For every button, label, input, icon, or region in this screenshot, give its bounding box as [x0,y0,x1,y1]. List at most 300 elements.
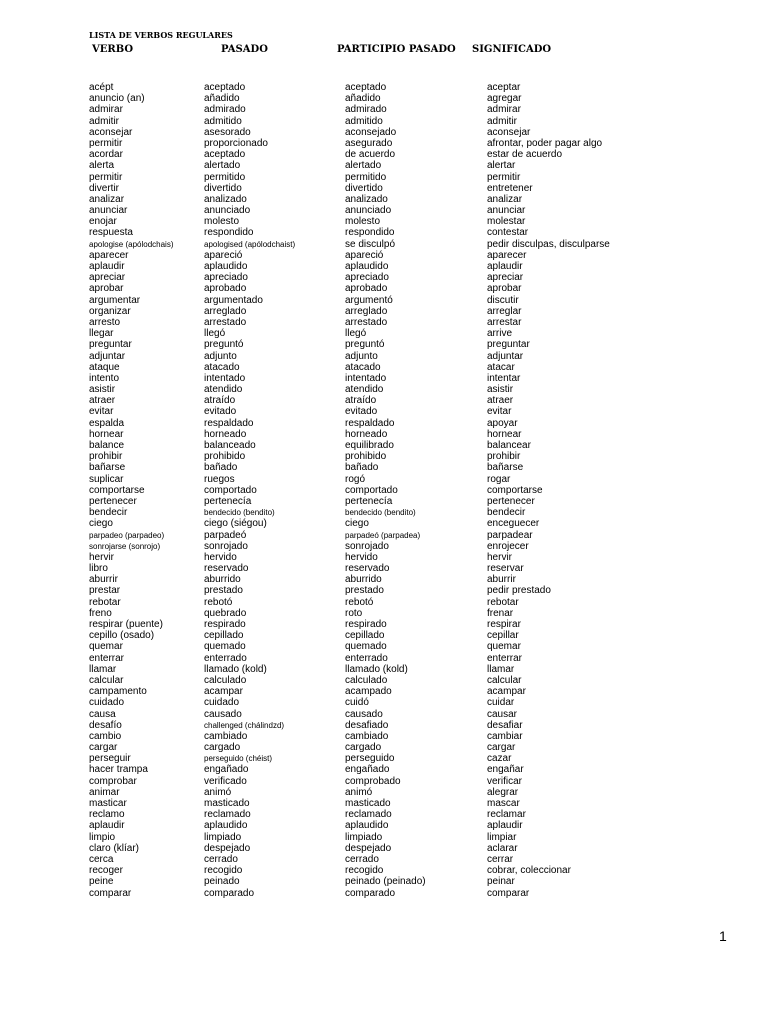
participio-cell: reclamado [345,809,392,821]
verbo-cell: hacer trampa [89,764,148,776]
verbo-cell: campamento [89,686,147,698]
participio-cell: calculado [345,674,388,686]
table-row [0,530,768,541]
header-significado: SIGNIFICADO [472,44,552,55]
verbo-cell: alerta [89,160,115,172]
verbo-cell: cuidado [89,697,125,709]
table-row [0,194,768,205]
pasado-cell: molesto [204,216,240,228]
significado-cell: parpadear [487,529,533,541]
verbo-cell: animar [89,786,120,798]
significado-cell: prohibir [487,451,521,463]
participio-cell: añadido [345,93,381,105]
significado-cell: agregar [487,93,522,105]
table-row [0,888,768,899]
table-row [0,485,768,496]
table-row [0,440,768,451]
pasado-cell: comportado [204,484,257,496]
significado-cell: llamar [487,663,515,675]
participio-cell: adjunto [345,350,378,362]
significado-cell: respirar [487,619,521,630]
verbo-cell: asistir [89,384,116,396]
verbo-cell: acépt [89,82,114,93]
verbo-cell: acordar [89,149,123,161]
verbo-cell: pertenecer [89,495,137,507]
significado-cell: acampar [487,686,526,698]
significado-cell: aconsejar [487,126,531,138]
pasado-cell: sonrojado [204,540,248,552]
significado-cell: verificar [487,775,523,787]
table-row [0,697,768,708]
significado-cell: cambiar [487,730,523,742]
table-row [0,104,768,115]
verbo-cell: freno [89,607,112,619]
pasado-cell: calculado [204,674,247,686]
pasado-cell: atraído [204,395,236,407]
table-row [0,205,768,216]
pasado-cell: admitido [204,115,242,127]
significado-cell: aburrir [487,574,516,586]
significado-cell: frenar [487,607,514,619]
pasado-cell: aplaudido [204,820,248,832]
participio-cell: respaldado [345,417,395,429]
participio-cell: horneado [345,428,388,440]
table-row [0,653,768,664]
pasado-cell: proporcionado [204,137,268,149]
pasado-cell: cepillado [204,630,244,642]
significado-cell: apoyar [487,417,518,429]
pasado-cell: animó [204,786,232,798]
significado-cell: hornear [487,428,522,440]
verbo-cell: prohibir [89,451,123,463]
pasado-cell: comparado [204,887,255,899]
table-row [0,764,768,775]
pasado-cell: ruegos [204,473,235,485]
significado-cell: bendecir [487,507,526,519]
pasado-cell: aceptado [204,149,246,161]
verbo-cell: arresto [89,316,121,328]
table-row [0,362,768,373]
participio-cell: permitido [345,171,387,183]
participio-cell: divertido [345,182,383,194]
verbo-cell: aconsejar [89,126,133,138]
significado-cell: atacar [487,361,515,373]
pasado-cell: prestado [204,585,243,597]
verbo-cell: causa [89,708,116,720]
header-pasado: PASADO [221,44,268,55]
participio-cell: apareció [345,249,384,261]
table-row [0,373,768,384]
participio-cell: engañado [345,764,390,776]
significado-cell: peinar [487,876,515,888]
verbo-cell: organizar [89,305,131,317]
verbo-cell: enterrar [89,652,125,664]
table-row [0,395,768,406]
participio-cell: de acuerdo [345,149,396,161]
table-row [0,250,768,261]
pasado-cell: quebrado [204,607,247,619]
verbo-cell: aplaudir [89,261,125,272]
table-row [0,798,768,809]
verbo-cell: rebotar [89,596,121,608]
pasado-cell: masticado [204,798,250,809]
pasado-cell: reclamado [204,809,251,821]
table-row [0,709,768,720]
pasado-cell: prohibido [204,451,246,463]
participio-cell: pertenecía [345,495,393,507]
pasado-cell: analizado [204,193,247,205]
significado-cell: alertar [487,160,516,172]
pasado-cell: bañado [204,462,238,474]
significado-cell: arrestar [487,316,522,328]
participio-cell: perseguido [345,753,395,765]
significado-cell: calcular [487,674,522,686]
significado-cell: cargar [487,742,516,754]
significado-cell: balancear [487,440,531,451]
participio-cell: cargado [345,742,382,754]
table-row [0,227,768,238]
table-row [0,552,768,563]
significado-cell: comportarse [487,484,543,496]
table-row [0,541,768,552]
participio-cell: anunciado [345,205,392,217]
participio-cell: animó [345,786,373,798]
verbo-cell: balance [89,440,125,451]
table-row [0,384,768,395]
participio-cell: aceptado [345,82,387,93]
pasado-cell: añadido [204,93,240,105]
participio-cell: comportado [345,484,398,496]
pasado-cell: quemado [204,641,246,653]
table-row [0,149,768,160]
table-row [0,418,768,429]
pasado-cell: aplaudido [204,261,248,272]
table-row [0,507,768,518]
significado-cell: apreciar [487,272,524,284]
pasado-cell: bendecido (bendito) [204,508,275,518]
verbo-cell: atraer [89,395,116,407]
pasado-cell: balanceado [204,440,256,451]
table-row [0,429,768,440]
verbo-cell: parpadeo (parpadeo) [89,530,165,540]
table-row [0,406,768,417]
significado-cell: cobrar, coleccionar [487,865,571,877]
participio-cell: respondido [345,227,395,239]
participio-cell: rebotó [345,596,374,608]
participio-cell: prohibido [345,451,387,463]
pasado-cell: respirado [204,619,246,630]
page-number: 1 [719,928,727,944]
significado-cell: aceptar [487,82,521,93]
table-row [0,597,768,608]
participio-cell: evitado [345,406,378,418]
verbo-cell: argumentar [89,294,141,306]
verbo-cell: masticar [89,798,127,809]
document-title: LISTA DE VERBOS REGULARES [89,30,233,40]
table-row [0,462,768,473]
significado-cell: enterrar [487,652,523,664]
pasado-cell: apareció [204,249,243,261]
verbo-cell: aplaudir [89,820,125,832]
participio-cell: aconsejado [345,126,397,138]
participio-cell: atraído [345,395,377,407]
verbo-cell: sonrojarse (sonrojo) [89,541,161,551]
significado-cell: aplaudir [487,820,523,832]
pasado-cell: peinado [204,876,240,888]
pasado-cell: aprobado [204,283,247,295]
verbo-cell: peine [89,876,114,888]
significado-cell: afrontar, poder pagar algo [487,137,603,149]
participio-cell: reservado [345,563,390,575]
pasado-cell: despejado [204,842,251,854]
participio-cell: enterrado [345,652,388,664]
verbo-cell: llegar [89,328,114,340]
participio-cell: quemado [345,641,387,653]
verbo-cell: suplicar [89,473,124,485]
pasado-cell: aburrido [204,574,241,586]
verbo-cell: ciego [89,518,113,530]
significado-cell: cuidar [487,697,515,709]
table-row [0,261,768,272]
table-row [0,306,768,317]
participio-cell: respirado [345,619,387,630]
participio-cell: aburrido [345,574,382,586]
table-row [0,731,768,742]
pasado-cell: respondido [204,227,254,239]
participio-cell: comprobado [345,775,401,787]
significado-cell: rebotar [487,596,519,608]
significado-cell: adjuntar [487,350,524,362]
pasado-cell: aceptado [204,82,246,93]
participio-cell: parpadeó (parpadea) [345,530,421,540]
table-row [0,496,768,507]
participio-cell: atendido [345,384,384,396]
significado-cell: cerrar [487,853,514,865]
verbo-cell: adjuntar [89,350,126,362]
pasado-cell: pertenecía [204,495,252,507]
significado-cell: anunciar [487,205,526,217]
significado-cell: cepillar [487,630,519,642]
verbo-cell: aparecer [89,249,129,261]
pasado-cell: atendido [204,384,243,396]
verbo-cell: permitir [89,171,123,183]
verbo-cell: comportarse [89,484,145,496]
pasado-cell: admirado [204,104,246,116]
table-row [0,283,768,294]
participio-cell: cuidó [345,697,369,709]
significado-cell: aplaudir [487,261,523,272]
table-row [0,317,768,328]
significado-cell: preguntar [487,339,530,351]
pasado-cell: evitado [204,406,237,418]
verbo-cell: cerca [89,853,114,865]
pasado-cell: challenged (chálindzd) [204,720,285,730]
table-row [0,272,768,283]
significado-cell: pedir prestado [487,585,551,597]
table-row [0,630,768,641]
verbo-cell: prestar [89,585,121,597]
significado-cell: limpiar [487,831,517,843]
pasado-cell: divertido [204,182,242,194]
significado-cell: hervir [487,551,513,563]
participio-cell: rogó [345,473,366,485]
pasado-cell: hervido [204,551,237,563]
table-row [0,865,768,876]
pasado-cell: llamado (kold) [204,663,267,675]
table-row [0,82,768,93]
table-row [0,876,768,887]
table-row [0,563,768,574]
significado-cell: cazar [487,753,512,765]
participio-cell: acampado [345,686,392,698]
significado-cell: reclamar [487,809,526,821]
table-row [0,608,768,619]
participio-cell: bañado [345,462,379,474]
significado-cell: arreglar [487,305,522,317]
significado-cell: contestar [487,227,529,239]
verbo-cell: claro (klíar) [89,842,140,854]
table-row [0,776,768,787]
pasado-cell: verificado [204,775,247,787]
significado-cell: alegrar [487,786,519,798]
table-row [0,518,768,529]
significado-cell: aprobar [487,283,522,295]
pasado-cell: intentado [204,372,246,384]
verbo-cell: comparar [89,887,132,899]
participio-cell: admitido [345,115,383,127]
participio-cell: masticado [345,798,391,809]
table-row [0,216,768,227]
table-row [0,172,768,183]
verbo-cell: admirar [89,104,123,116]
significado-cell: engañar [487,764,524,776]
verbo-cell: comprobar [89,775,137,787]
pasado-cell: cerrado [204,853,238,865]
verbo-cell: anuncio (an) [89,93,145,105]
verbo-cell: anunciar [89,205,128,217]
significado-cell: reservar [487,563,524,575]
participio-cell: desafiado [345,719,389,731]
table-row [0,854,768,865]
table-row [0,93,768,104]
table-row [0,574,768,585]
verbo-cell: respirar (puente) [89,619,163,630]
table-row [0,686,768,697]
pasado-cell: enterrado [204,652,247,664]
table-row [0,843,768,854]
table-row [0,138,768,149]
pasado-cell: arreglado [204,305,247,317]
pasado-cell: cargado [204,742,241,754]
verbo-cell: divertir [89,182,120,194]
significado-cell: evitar [487,406,512,418]
verb-table [0,82,768,899]
pasado-cell: limpiado [204,831,242,843]
participio-cell: recogido [345,865,384,877]
participio-cell: cepillado [345,630,385,642]
participio-cell: limpiado [345,831,383,843]
participio-cell: hervido [345,551,378,563]
pasado-cell: horneado [204,428,247,440]
participio-cell: bendecido (bendito) [345,508,416,518]
verbo-cell: analizar [89,193,125,205]
verbo-cell: bendecir [89,507,128,519]
verbo-cell: cepillo (osado) [89,630,155,642]
verbo-cell: preguntar [89,339,132,351]
participio-cell: preguntó [345,339,385,351]
table-row [0,820,768,831]
verbo-cell: aprobar [89,283,124,295]
participio-cell: intentado [345,372,387,384]
verbo-cell: limpio [89,831,116,843]
significado-cell: aparecer [487,249,527,261]
verbo-cell: hervir [89,551,115,563]
verbo-cell: evitar [89,406,114,418]
verbo-cell: intento [89,372,120,384]
table-row [0,339,768,350]
participio-cell: asegurado [345,137,393,149]
verbo-cell: aburrir [89,574,118,586]
verbo-cell: quemar [89,641,123,653]
significado-cell: pertenecer [487,495,535,507]
pasado-cell: reservado [204,563,249,575]
pasado-cell: apreciado [204,272,248,284]
table-row [0,160,768,171]
participio-cell: se disculpó [345,238,396,250]
pasado-cell: asesorado [204,126,251,138]
pasado-cell: anunciado [204,205,251,217]
participio-cell: aplaudido [345,261,389,272]
table-row [0,183,768,194]
significado-cell: admirar [487,104,521,116]
verbo-cell: cambio [89,730,122,742]
verbo-cell: enojar [89,216,117,228]
table-row [0,474,768,485]
verbo-cell: apologise (apólodchais) [89,239,174,249]
table-row [0,641,768,652]
table-row [0,351,768,362]
pasado-cell: acampar [204,686,243,698]
table-row [0,116,768,127]
pasado-cell: atacado [204,361,240,373]
participio-cell: llamado (kold) [345,663,408,675]
participio-cell: admirado [345,104,387,116]
significado-cell: enrojecer [487,540,529,552]
table-row [0,720,768,731]
participio-cell: alertado [345,160,382,172]
significado-cell: desafiar [487,719,523,731]
significado-cell: pedir disculpas, disculparse [487,238,610,250]
verbo-cell: calcular [89,674,124,686]
table-row [0,809,768,820]
participio-cell: atacado [345,361,381,373]
table-row [0,619,768,630]
significado-cell: discutir [487,294,519,306]
pasado-cell: argumentado [204,294,263,306]
significado-cell: enceguecer [487,518,540,530]
pasado-cell: parpadeó [204,529,247,541]
table-row [0,742,768,753]
table-row [0,664,768,675]
verbo-cell: perseguir [89,753,131,765]
verbo-cell: ataque [89,361,120,373]
significado-cell: estar de acuerdo [487,149,563,161]
table-row [0,585,768,596]
table-row [0,832,768,843]
participio-cell: argumentó [345,294,393,306]
participio-cell: peinado (peinado) [345,876,426,888]
table-row [0,787,768,798]
